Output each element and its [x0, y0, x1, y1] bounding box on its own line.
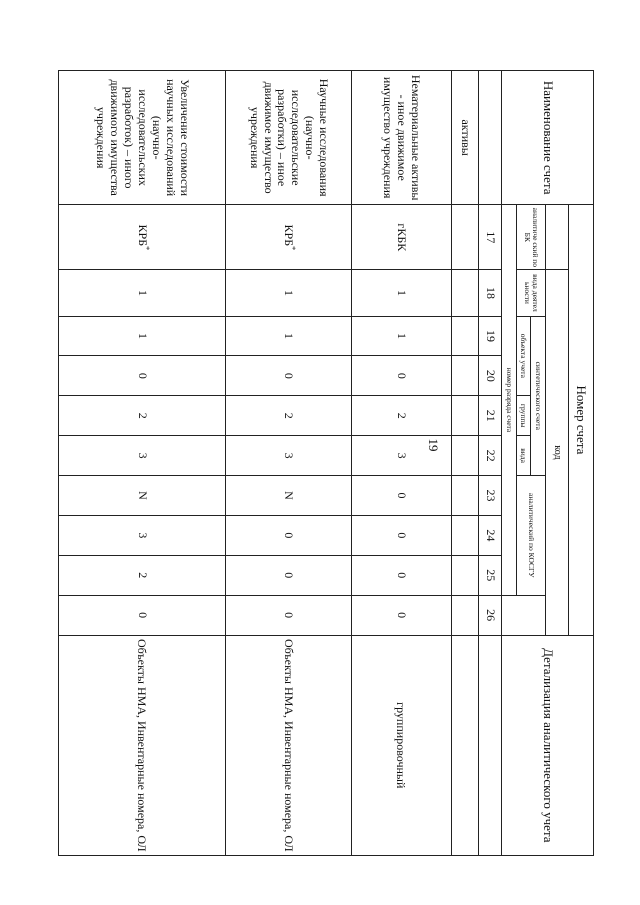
- synthetic-header: синтетического счета: [531, 316, 546, 476]
- row-detail: Объекты НМА, Инвентарные номера, ОЛ: [59, 635, 226, 855]
- account-number-header: Номер счета: [568, 205, 593, 635]
- digit-22: 22: [479, 436, 502, 476]
- digit-21: 21: [479, 396, 502, 436]
- code-header: код: [545, 270, 568, 635]
- group-header: группы: [516, 396, 531, 436]
- row-cell: 1: [351, 316, 451, 356]
- account-name-header: Наименование счета: [502, 71, 594, 205]
- row-cell: 1: [59, 316, 226, 356]
- row-cell: 1: [59, 270, 226, 316]
- row-bk: КРБ*: [59, 205, 226, 270]
- digit-26: 26: [479, 595, 502, 635]
- row-cell: 0: [351, 476, 451, 516]
- digit-17: 17: [479, 205, 502, 270]
- table-row: [351, 71, 451, 856]
- row-cell: 0: [351, 356, 451, 396]
- account-table: [58, 70, 594, 856]
- row-bk: КРБ*: [226, 205, 351, 270]
- digit-18: 18: [479, 270, 502, 316]
- detail-header: Детализация аналитического учета: [502, 635, 594, 855]
- row-cell: 0: [226, 555, 351, 595]
- row-name: Научные исследования (научно-исследовательские разработки) – иное движимое имущество учреждения: [226, 71, 351, 205]
- digit-number-header: номер разряда счета: [502, 205, 517, 595]
- row-cell: 0: [59, 595, 226, 635]
- digit-20: 20: [479, 356, 502, 396]
- section-label: активы: [451, 71, 478, 205]
- row-cell: 0: [351, 555, 451, 595]
- row-detail: Объекты НМА, Инвентарные номера, ОЛ: [226, 635, 351, 855]
- row-cell: 0: [351, 515, 451, 555]
- table-row: [59, 71, 226, 856]
- row-cell: 0: [226, 356, 351, 396]
- row-cell: 2: [59, 555, 226, 595]
- digit-19: 19: [479, 316, 502, 356]
- activity-type-header: вида деятел ьности: [516, 270, 545, 316]
- row-cell: 3: [226, 436, 351, 476]
- digit-23: 23: [479, 476, 502, 516]
- row-cell: 0: [59, 356, 226, 396]
- row-cell: 0: [226, 595, 351, 635]
- blank-cell: [479, 635, 502, 855]
- account-table-container: [58, 70, 594, 856]
- row-cell: 3: [351, 436, 451, 476]
- digit-24: 24: [479, 515, 502, 555]
- row-cell: 1: [351, 270, 451, 316]
- kosgu-header: аналитический по КОСГУ: [516, 476, 545, 596]
- object-header: объекта учета: [516, 316, 531, 396]
- row-cell: 0: [351, 595, 451, 635]
- blank-cell: [479, 71, 502, 205]
- row-bk: гКБК: [351, 205, 451, 270]
- page-number: 19: [426, 438, 441, 452]
- row-cell: N: [59, 476, 226, 516]
- digit-25: 25: [479, 555, 502, 595]
- row-name: Увеличение стоимости научных исследований (научно-исследовательских разработок) – иного движимого имущества учреждения: [59, 71, 226, 205]
- table-row: [226, 71, 351, 856]
- row-cell: 0: [226, 515, 351, 555]
- row-name: Нематериальные активы - иное движимое имущество учреждения: [351, 71, 451, 205]
- row-cell: 3: [59, 515, 226, 555]
- row-cell: 2: [226, 396, 351, 436]
- row-cell: 2: [59, 396, 226, 436]
- blank-cell: [545, 205, 568, 270]
- row-cell: 1: [226, 270, 351, 316]
- row-cell: 3: [59, 436, 226, 476]
- row-cell: 2: [351, 396, 451, 436]
- row-cell: N: [226, 476, 351, 516]
- row-cell: 1: [226, 316, 351, 356]
- row-detail: группировочный: [351, 635, 451, 855]
- kind-header: вида: [516, 436, 531, 476]
- analytical-bk-header: аналитиче ский по БК: [516, 205, 545, 270]
